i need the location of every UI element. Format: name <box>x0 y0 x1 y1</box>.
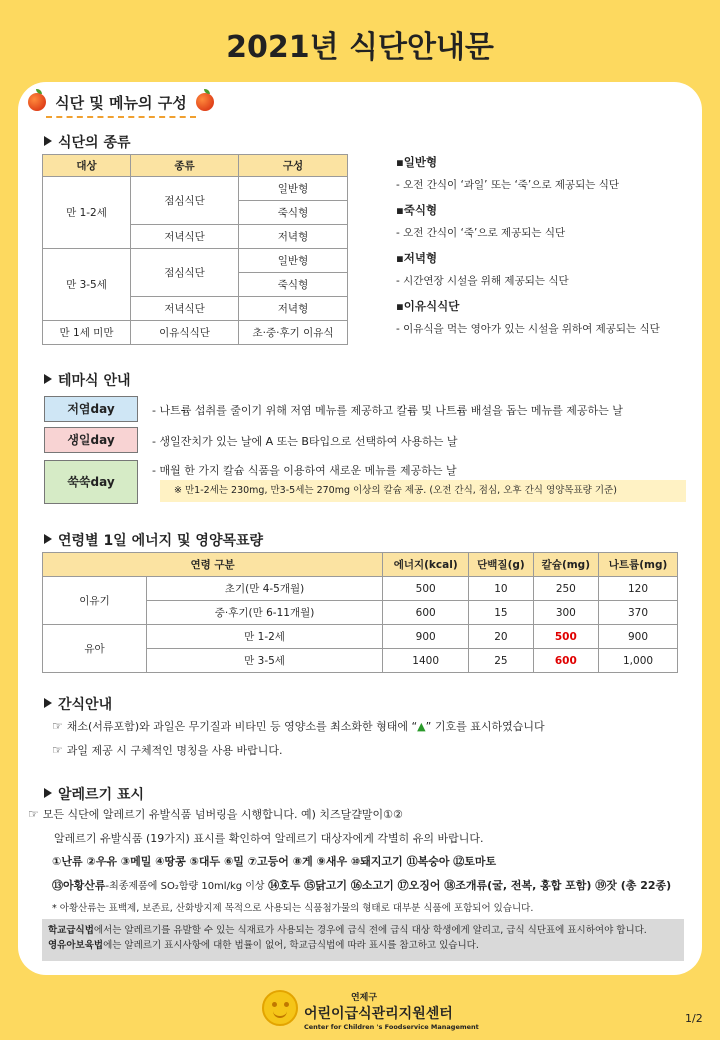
table-cell: 초·중·후기 이유식 <box>239 321 348 345</box>
table-cell: 만 1세 미만 <box>43 321 131 345</box>
pointing-hand-icon: ☞ <box>28 807 39 821</box>
table-cell: 죽식형 <box>239 273 348 297</box>
table-cell: 1,000 <box>599 649 678 673</box>
table-row <box>43 577 678 601</box>
law-note-box <box>42 919 684 961</box>
table-cell: 저녁형 <box>239 297 348 321</box>
org-english: Center for Children 's Foodservice Management <box>304 1023 479 1031</box>
desc-text: - 시간연장 시설을 위해 제공되는 식단 <box>396 275 569 287</box>
tree-icon: ▲ <box>417 720 426 733</box>
table-cell: 만 1-2세 <box>147 625 383 649</box>
allergy-heading: 알레르기 표시 <box>44 784 144 804</box>
theme-text-lowsalt: - 나트륨 섭취를 줄이기 위해 저염 메뉴를 제공하고 칼륨 및 나트륨 배설을 돕는 메뉴를 제공하는 날 <box>152 404 623 417</box>
table-cell: 죽식형 <box>239 201 348 225</box>
col-header: 칼슘(mg) <box>533 553 598 577</box>
table-cell: 500 <box>383 577 469 601</box>
table-row <box>43 625 678 649</box>
diet-descriptions <box>396 156 696 348</box>
table-cell: 10 <box>469 577 533 601</box>
desc-text: - 오전 간식이 ‘과일’ 또는 ‘죽’으로 제공되는 식단 <box>396 179 620 191</box>
table-cell-highlight: 600 <box>533 649 598 673</box>
snack-line-1: ☞ 채소(서류포함)와 과일은 무기질과 비타민 등 영양소를 최소화한 형태에 “▲” 기호를 표시하였습니다 <box>52 719 545 733</box>
col-header: 연령 구분 <box>43 553 383 577</box>
section-main-header <box>28 92 218 118</box>
theme-badge-birthday: 생일day <box>44 427 138 453</box>
col-header: 종류 <box>131 155 239 177</box>
apple-icon <box>28 93 46 111</box>
allergy-footnote: * 아황산류는 표백제, 보존료, 산화방지제 목적으로 사용되는 식품첨가물의 형태로 대부분 식품에 포함되어 있습니다. <box>52 903 534 914</box>
table-cell: 15 <box>469 601 533 625</box>
apple-icon <box>196 93 214 111</box>
table-cell: 만 3-5세 <box>147 649 383 673</box>
org-name: 어린이급식관리지원센터 <box>304 1006 453 1022</box>
table-cell: 저녁식단 <box>131 225 239 249</box>
table-cell: 만 1-2세 <box>43 177 131 249</box>
law-note-line-2: 영유아보육법에는 알레르기 표시사항에 대한 법률이 없어, 학교급식법에 따라 표시를 참고하고 있습니다. <box>48 939 479 951</box>
triangle-bullet-icon <box>44 534 52 544</box>
table-cell: 20 <box>469 625 533 649</box>
table-cell-highlight: 500 <box>533 625 598 649</box>
snack-line-2: ☞ 과일 제공 시 구체적인 명칭을 사용 바랍니다. <box>52 743 283 757</box>
col-header: 대상 <box>43 155 131 177</box>
table-cell: 25 <box>469 649 533 673</box>
nutrition-heading: 연령별 1일 에너지 및 영양목표량 <box>44 530 263 550</box>
desc-text: - 이유식을 먹는 영아가 있는 시설을 위하여 제공되는 식단 <box>396 323 660 335</box>
theme-text-birthday: - 생일잔치가 있는 날에 A 또는 B타입으로 선택하여 사용하는 날 <box>152 435 458 448</box>
table-cell: 일반형 <box>239 249 348 273</box>
allergy-line-1: ☞ 모든 식단에 알레르기 유발식품 넘버링을 시행합니다. 예) 치즈달걀말이①② <box>28 807 403 821</box>
col-header: 구성 <box>239 155 348 177</box>
desc-title: ▪저녁형 <box>396 251 438 265</box>
triangle-bullet-icon <box>44 136 52 146</box>
table-cell: 이유기 <box>43 577 147 625</box>
table-cell: 유아 <box>43 625 147 673</box>
snack-heading: 간식안내 <box>44 694 112 714</box>
diet-types-heading: 식단의 종류 <box>44 132 131 152</box>
table-cell: 120 <box>599 577 678 601</box>
table-cell: 900 <box>383 625 469 649</box>
table-cell: 중·후기(만 6-11개월) <box>147 601 383 625</box>
desc-text: - 오전 간식이 ‘죽’으로 제공되는 식단 <box>396 227 566 239</box>
pointing-hand-icon: ☞ <box>52 743 63 757</box>
nutrition-table <box>42 552 678 673</box>
allergy-list-1: ①난류 ②우유 ③메밀 ④땅콩 ⑤대두 ⑥밀 ⑦고등어 ⑧게 ⑨새우 ⑩돼지고기 ⑪복숭아 ⑫토마토 <box>52 855 497 868</box>
allergy-line-2: 알레르기 유발식품 (19가지) 표시를 확인하여 알레르기 대상자에게 각별히 유의 바랍니다. <box>54 832 484 845</box>
page-title: 2021년 식단안내문 <box>226 30 494 65</box>
table-cell: 만 3-5세 <box>43 249 131 321</box>
table-cell: 300 <box>533 601 598 625</box>
theme-badge-growth: 쑥쑥day <box>44 460 138 504</box>
dashed-underline <box>46 116 196 118</box>
allergy-list-2: ⑬아황산류-최종제품에 SO₂함량 10ml/kg 이상 ⑭호두 ⑮닭고기 ⑯소고기 ⑰오징어 ⑱조개류(굴, 전복, 홍합 포함) ⑲잣 (총 22종) <box>52 879 672 892</box>
table-cell: 1400 <box>383 649 469 673</box>
table-cell: 초기(만 4-5개월) <box>147 577 383 601</box>
smiley-logo-icon <box>262 990 298 1026</box>
theme-badge-lowsalt: 저염day <box>44 396 138 422</box>
desc-title: ▪죽식형 <box>396 203 438 217</box>
table-cell: 370 <box>599 601 678 625</box>
table-cell: 250 <box>533 577 598 601</box>
col-header: 단백질(g) <box>469 553 533 577</box>
table-cell: 600 <box>383 601 469 625</box>
theme-heading: 테마식 안내 <box>44 370 131 390</box>
org-small: 연제구 <box>350 993 378 1003</box>
theme-text-growth: - 매월 한 가지 칼슘 식품을 이용하여 새로운 메뉴를 제공하는 날 <box>152 464 457 477</box>
col-header: 나트륨(mg) <box>599 553 678 577</box>
desc-title: ▪일반형 <box>396 155 438 169</box>
calcium-note: ※ 만1-2세는 230mg, 만3-5세는 270mg 이상의 칼슘 제공. (오전 간식, 점심, 오후 간식 영양목표량 기준) <box>160 480 686 502</box>
triangle-bullet-icon <box>44 374 52 384</box>
table-cell: 저녁형 <box>239 225 348 249</box>
table-cell: 일반형 <box>239 177 348 201</box>
col-header: 에너지(kcal) <box>383 553 469 577</box>
content-card <box>18 82 702 975</box>
table-cell: 저녁식단 <box>131 297 239 321</box>
diet-types-table <box>42 154 348 345</box>
pointing-hand-icon: ☞ <box>52 719 63 733</box>
section-main-title: 식단 및 메뉴의 구성 <box>55 94 187 112</box>
table-cell: 점심식단 <box>131 177 239 225</box>
desc-title: ▪이유식식단 <box>396 299 460 313</box>
triangle-bullet-icon <box>44 788 52 798</box>
table-cell: 점심식단 <box>131 249 239 297</box>
table-cell: 이유식식단 <box>131 321 239 345</box>
page-number: 1/2 <box>685 1012 703 1025</box>
table-cell: 900 <box>599 625 678 649</box>
triangle-bullet-icon <box>44 698 52 708</box>
law-note-line-1: 학교급식법에서는 알레르기를 유발할 수 있는 식재료가 사용되는 경우에 급식 전에 급식 대상 학생에게 알리고, 급식 식단표에 표시하여야 합니다. <box>48 925 647 936</box>
